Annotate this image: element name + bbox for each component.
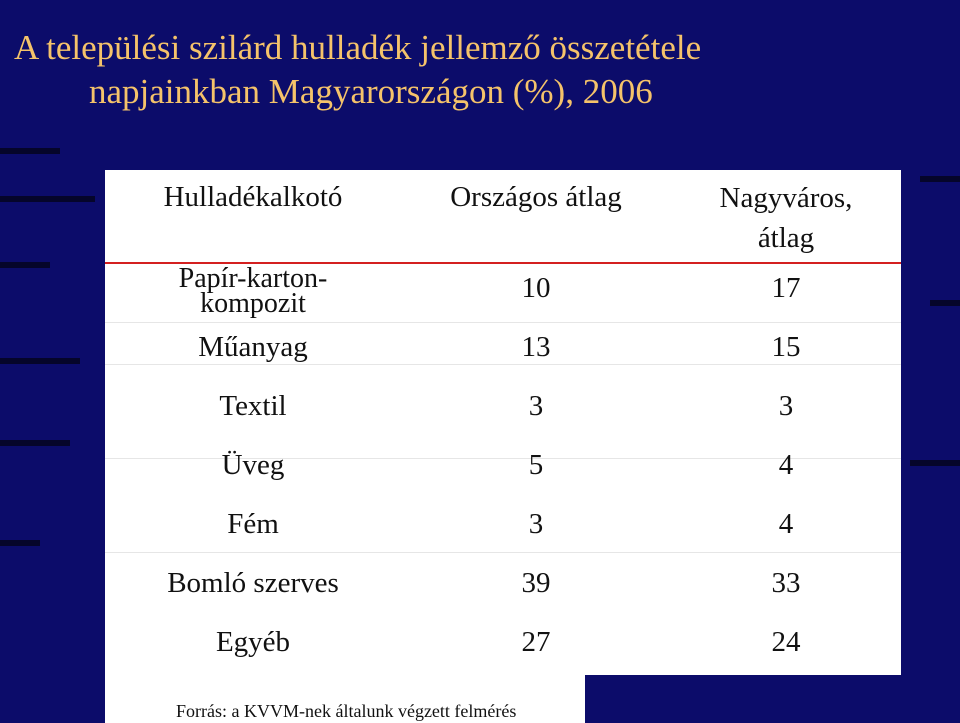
row-label: Üveg <box>221 449 285 481</box>
bg-stripe <box>0 262 50 268</box>
row-label: Bomló szerves <box>167 567 339 599</box>
row-divider <box>105 552 901 553</box>
row-city: 3 <box>778 390 794 422</box>
row-label-line-1: Papír-karton- <box>178 263 328 294</box>
title-line-2: napjainkban Magyarországon (%), 2006 <box>89 72 653 111</box>
header-national: Országos átlag <box>450 181 622 213</box>
bg-stripe <box>920 176 960 182</box>
row-label: Egyéb <box>215 626 291 658</box>
row-label-line-2: kompozit <box>200 288 306 319</box>
composition-table <box>105 170 901 675</box>
row-city: 33 <box>771 567 801 599</box>
row-national: 13 <box>521 331 551 363</box>
row-city: 4 <box>778 449 794 481</box>
bg-stripe <box>0 440 70 446</box>
row-city: 4 <box>778 508 794 540</box>
row-national: 39 <box>521 567 551 599</box>
row-label: Fém <box>227 508 279 540</box>
row-national: 27 <box>521 626 551 658</box>
bg-stripe <box>930 300 960 306</box>
header-component: Hulladékalkotó <box>163 181 343 213</box>
header-city-line-2: átlag <box>757 222 815 254</box>
row-national: 10 <box>521 272 551 304</box>
row-city: 17 <box>771 272 801 304</box>
row-label <box>105 263 401 319</box>
row-city: 24 <box>771 626 801 658</box>
row-national: 5 <box>528 449 544 481</box>
source-note: Forrás: a KVVM-nek általunk végzett felmérés <box>176 701 517 721</box>
header-city-line-1: Nagyváros, <box>719 182 853 214</box>
row-city: 15 <box>771 331 801 363</box>
row-national: 3 <box>528 508 544 540</box>
bg-stripe <box>0 148 60 154</box>
bg-stripe <box>910 460 960 466</box>
header-city <box>671 178 901 258</box>
row-label: Műanyag <box>198 331 308 363</box>
bg-stripe <box>0 540 40 546</box>
title-line-1: A települési szilárd hulladék jellemző összetétele <box>14 28 702 67</box>
page-title <box>14 26 954 114</box>
row-divider <box>105 322 901 323</box>
row-label: Textil <box>219 390 287 422</box>
row-divider <box>105 364 901 365</box>
row-national: 3 <box>528 390 544 422</box>
bg-stripe <box>0 358 80 364</box>
bg-stripe <box>0 196 95 202</box>
